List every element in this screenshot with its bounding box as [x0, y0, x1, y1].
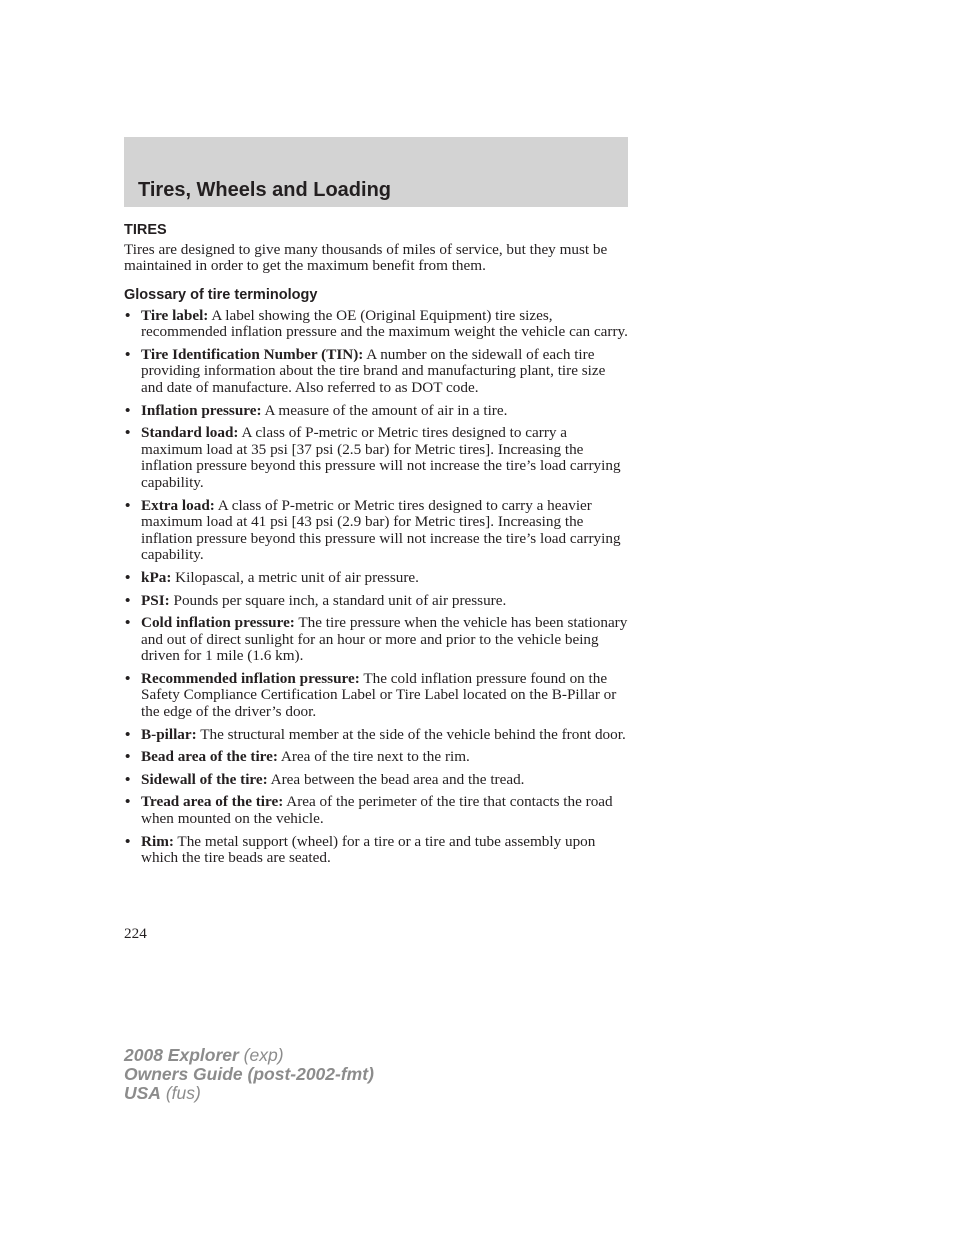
glossary-term: Extra load:	[141, 496, 215, 514]
glossary-item	[124, 347, 630, 397]
bullet-icon: •	[125, 748, 131, 766]
glossary-definition: Area of the perimeter of the tire that contacts the road when mounted on the vehicle.	[141, 793, 613, 828]
bullet-icon: •	[125, 496, 131, 514]
bullet-icon: •	[125, 345, 131, 363]
glossary-definition: The metal support (wheel) for a tire or a tire and tube assembly upon which the tire beads are seated.	[141, 832, 596, 867]
glossary-item	[124, 570, 630, 587]
bullet-icon: •	[125, 832, 131, 850]
glossary-term: Tire label:	[141, 306, 209, 324]
section-heading: TIRES	[124, 222, 167, 238]
glossary-item	[124, 772, 630, 789]
glossary-item	[124, 794, 630, 827]
bullet-icon: •	[125, 770, 131, 788]
glossary-term: Cold inflation pressure:	[141, 614, 295, 632]
bullet-icon: •	[125, 725, 131, 743]
glossary-definition: Area between the bead area and the tread.	[267, 770, 525, 788]
glossary-term: Tire Identification Number (TIN):	[141, 345, 364, 363]
chapter-title: Tires, Wheels and Loading	[138, 179, 392, 201]
glossary-definition: The structural member at the side of the vehicle behind the front door.	[196, 725, 626, 743]
glossary-item	[124, 498, 630, 564]
glossary-item	[124, 727, 630, 744]
page-content	[124, 221, 630, 873]
glossary-definition: A class of P-metric or Metric tires designed to carry a maximum load at 35 psi [37 psi (2.5 bar) for Metric tires]. Increasing the inflation pressure beyond this pressure will not increase the tire’s load carrying capability.	[141, 424, 621, 491]
glossary-term: Sidewall of the tire:	[141, 770, 268, 788]
glossary-item	[124, 749, 630, 766]
bullet-icon: •	[125, 401, 131, 419]
glossary-definition: A label showing the OE (Original Equipment) tire sizes, recommended inflation pressure and the maximum weight the vehicle can carry.	[141, 306, 628, 341]
glossary-term: Inflation pressure:	[141, 401, 262, 419]
glossary-term: B-pillar:	[141, 725, 197, 743]
bullet-icon: •	[125, 424, 131, 442]
glossary-definition: The tire pressure when the vehicle has been stationary and out of direct sunlight for an hour or more and prior to the vehicle being driven for 1 mile (1.6 km).	[141, 614, 628, 665]
glossary-list	[124, 308, 630, 867]
bullet-icon: •	[125, 568, 131, 586]
glossary-term: PSI:	[141, 591, 170, 609]
footer-line-guide	[124, 1065, 374, 1084]
glossary-item	[124, 671, 630, 721]
glossary-term: Rim:	[141, 832, 174, 850]
bullet-icon: •	[125, 614, 131, 632]
glossary-item	[124, 403, 630, 420]
glossary-term: Bead area of the tire:	[141, 748, 278, 766]
glossary-heading: Glossary of tire terminology	[124, 286, 318, 303]
glossary-definition: The cold inflation pressure found on the Safety Compliance Certification Label or Tire Label located on the B-Pillar or the edge of the driver’s door.	[141, 669, 617, 721]
glossary-definition: A measure of the amount of air in a tire.	[261, 401, 508, 419]
footer-line-market	[124, 1084, 374, 1103]
footer-model-code: (exp)	[238, 1045, 284, 1065]
glossary-definition: A number on the sidewall of each tire providing information about the tire brand and manufacturing plant, tire size and date of manufacture. Also referred to as DOT code.	[141, 345, 606, 396]
glossary-item	[124, 425, 630, 491]
bullet-icon: •	[125, 591, 131, 609]
footer-line-model	[124, 1046, 374, 1065]
glossary-definition: A class of P-metric or Metric tires designed to carry a heavier maximum load at 41 psi [43 psi (2.9 bar) for Metric tires]. Increasing the inflation pressure beyond this pressure will not increase the tire’s load carrying capability.	[141, 496, 621, 564]
glossary-term: Standard load:	[141, 424, 239, 442]
document-footer	[124, 1046, 374, 1103]
footer-model: 2008 Explorer	[124, 1045, 239, 1065]
bullet-icon: •	[125, 793, 131, 811]
glossary-item	[124, 615, 630, 665]
chapter-header-band	[124, 137, 628, 207]
glossary-term: Tread area of the tire:	[141, 793, 284, 811]
glossary-item	[124, 593, 630, 610]
glossary-term: kPa:	[141, 568, 172, 586]
footer-market: USA	[124, 1083, 161, 1103]
glossary-definition: Kilopascal, a metric unit of air pressure.	[171, 568, 419, 586]
bullet-icon: •	[125, 669, 131, 687]
glossary-item	[124, 834, 630, 867]
footer-guide: Owners Guide (post-2002-fmt)	[124, 1064, 374, 1084]
glossary-definition: Area of the tire next to the rim.	[277, 748, 470, 766]
bullet-icon: •	[125, 306, 131, 324]
glossary-definition: Pounds per square inch, a standard unit of air pressure.	[169, 591, 507, 609]
section-intro: Tires are designed to give many thousands of miles of service, but they must be maintained in order to get the maximum benefit from them.	[124, 241, 608, 274]
glossary-item	[124, 308, 630, 341]
glossary-term: Recommended inflation pressure:	[141, 669, 360, 687]
page-number: 224	[124, 925, 147, 942]
footer-market-code: (fus)	[160, 1083, 201, 1103]
